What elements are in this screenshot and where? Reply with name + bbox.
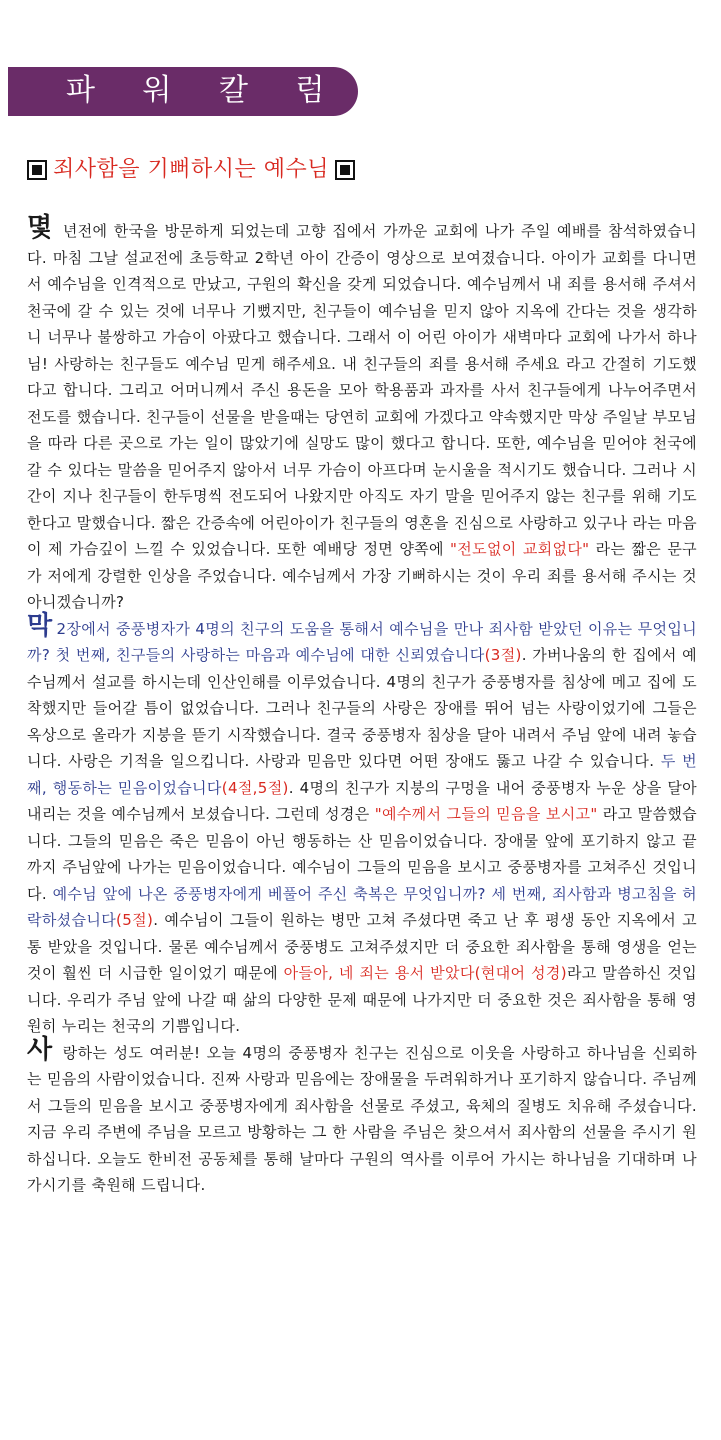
blue-highlight: 예수님 앞에 나온 중풍병자에게 베풀어 주신 축복은 무엇입니까? 세 번째, 죄사함과 병고침을 허락하셨습니다: [27, 884, 698, 929]
square-bullet-icon: [335, 160, 355, 180]
red-quote: 아들아, 네 죄는 용서 받았다(현대어 성경): [283, 964, 567, 982]
verse-reference: (3절): [484, 646, 522, 664]
body-text: 년전에 한국을 방문하게 되었는데 고향 집에서 가까운 교회에 나가 주일 예배를 참석하였습니다. 마침 그날 설교전에 초등학교 2학년 아이 간증이 영상으로 보여졌습니다. 아이가 교회를 다니면서 예수님을 인격적으로 만났고, 구원의 확신을 갖게 되었습니다. 예수님께서 내 죄를 용서해 주셔서 천국에 갈 수 있는 것에 너무나 기뻤지만, 친구들이 예수님을 믿지 않아 지옥에 간다는 것을 생각하니 너무나 불쌍하고 가슴이 아팠다고 했습니다. 그래서 이 어린 아이가 새벽마다 교회에 나가서 하나님! 사랑하는 친구들도 예수님 믿게 해주세요. 내 친구들의 죄를 용서해 주세요 라고 간절히 기도했다고 합니다. 그리고 어머니께서 주신 용돈을 모아 학용품과 과자를 사서 친구들에게 나누어주면서 전도를 했습니다. 친구들이 선물을 받을때는 당연히 교회에 가겠다고 약속했지만 막상 주일날 부모님을 따라 다른 곳으로 가는 일이 많았기에 실망도 많이 했다고 합니다. 또한, 예수님을 믿어야 천국에 갈 수 있다는 말씀을 믿어주지 않아서 너무 가슴이 아프다며 눈시울을 적시기도 했습니다. 그러나 시간이 지나 친구들이 한두명씩 전도되어 나왔지만 아직도 자기 말을 믿어주지 않는 친구를 위해 기도한다고 말했습니다. 짧은 간증속에 어린아이가 친구들의 영혼을 진심으로 사랑하고 있구나 라는 마음이 제 가슴깊이 느낄 수 있었습니다. 또한 예배당 정면 양쪽에: [27, 222, 697, 558]
drop-cap: 막: [27, 610, 53, 641]
drop-cap: 사: [27, 1034, 53, 1065]
verse-reference: (4절,5절): [221, 778, 289, 797]
article-body: [27, 213, 698, 1199]
article-title-row: [27, 155, 355, 185]
paragraph-3: [27, 1034, 697, 1199]
body-text: . 4명의 친구가 지붕의 구멍을 내어 중풍병자 누운 상을 달아 내리는 것을 예수님께서 보셨습니다. 그런데 성경은: [27, 778, 698, 823]
body-text: . 가버나움의 한 집에서 예수님께서 설교를 하시는데 인산인해를 이루었습니다. 4명의 친구가 중풍병자를 침상에 메고 집에 도착했지만 들어갈 틈이 없었습니다. 그러나 친구들의 사랑은 장애를 뛰어 넘는 사랑이었기에 그들은 옥상으로 올라가 지붕을 뜯기 시작했습니다. 결국 중풍병자 침상을 달아 내려서 주님 앞에 내려 놓습니다. 사랑은 기적을 일으킵니다. 사랑과 믿음만 있다면 어떤 장애도 뚫고 나갈 수 있습니다.: [27, 646, 697, 770]
red-quote: "전도없이 교회없다": [450, 540, 590, 558]
paragraph-2: [27, 610, 698, 1040]
body-text: 라고 말씀했습니다. 그들의 믿음은 죽은 믿음이 아닌 행동하는 산 믿음이었습니다. 장애물 앞에 포기하지 않고 끝까지 주님앞에 나가는 믿음이었습니다. 예수님이 그들의 믿음을 보시고 중풍병자를 고쳐주신 것입니다.: [27, 805, 698, 903]
red-quote: "예수께서 그들의 믿음을 보시고": [374, 805, 598, 823]
body-text: 라는 짧은 문구가 저에게 강렬한 인상을 주었습니다. 예수님께서 가장 기뻐하시는 것이 우리 죄를 용서해 주시는 것 아니겠습니까?: [27, 540, 697, 611]
column-header-banner: [8, 67, 358, 116]
square-bullet-icon: [27, 160, 47, 180]
blue-highlight: 두 번째, 행동하는 믿음이었습니다: [27, 752, 697, 797]
body-text: 라고 말씀하신 것입니다. 우리가 주님 앞에 나갈 때 삶의 다양한 문제 때문에 나가지만 더 중요한 것은 죄사함을 통해 영원히 누리는 천국의 기쁨입니다.: [27, 964, 697, 1035]
column-title: 파 워 칼 럼: [66, 73, 344, 108]
drop-cap: 몇: [27, 213, 53, 243]
blue-highlight: 2장에서 중풍병자가 4명의 친구의 도움을 통해서 예수님을 만나 죄사함 받았던 이유는 무엇입니까? 첫 번째, 친구들의 사랑하는 마음과 예수님에 대한 신뢰였습니다: [27, 619, 697, 664]
verse-reference: (5절): [116, 911, 154, 929]
paragraph-1: [27, 213, 697, 616]
body-text: 랑하는 성도 여러분! 오늘 4명의 중풍병자 친구는 진심으로 이웃을 사랑하고 하나님을 신뢰하는 믿음의 사람이었습니다. 진짜 사랑과 믿음에는 장애물을 두려워하거나 포기하지 않습니다. 주님께서 그들의 믿음을 보시고 중풍병자에게 죄사함을 선물로 주셨고, 육체의 질병도 치유해 주셨습니다. 지금 우리 주변에 주님을 모르고 방황하는 그 한 사람을 주님은 찾으셔서 죄사함의 선물을 주시기 원하십니다. 오늘도 한비전 공동체를 통해 날마다 구원의 역사를 이루어 가시는 하나님을 기대하며 나가시기를 축원해 드립니다.: [27, 1043, 697, 1194]
article-title: 죄사함을 기뻐하시는 예수님: [53, 157, 330, 182]
body-text: . 예수님이 그들이 원하는 병만 고쳐 주셨다면 죽고 난 후 평생 동안 지옥에서 고통 받았을 것입니다. 물론 예수님께서 중풍병도 고쳐주셨지만 더 중요한 죄사함을 통해 영생을 얻는 것이 훨씬 더 시급한 일이었기 때문에: [27, 911, 697, 982]
